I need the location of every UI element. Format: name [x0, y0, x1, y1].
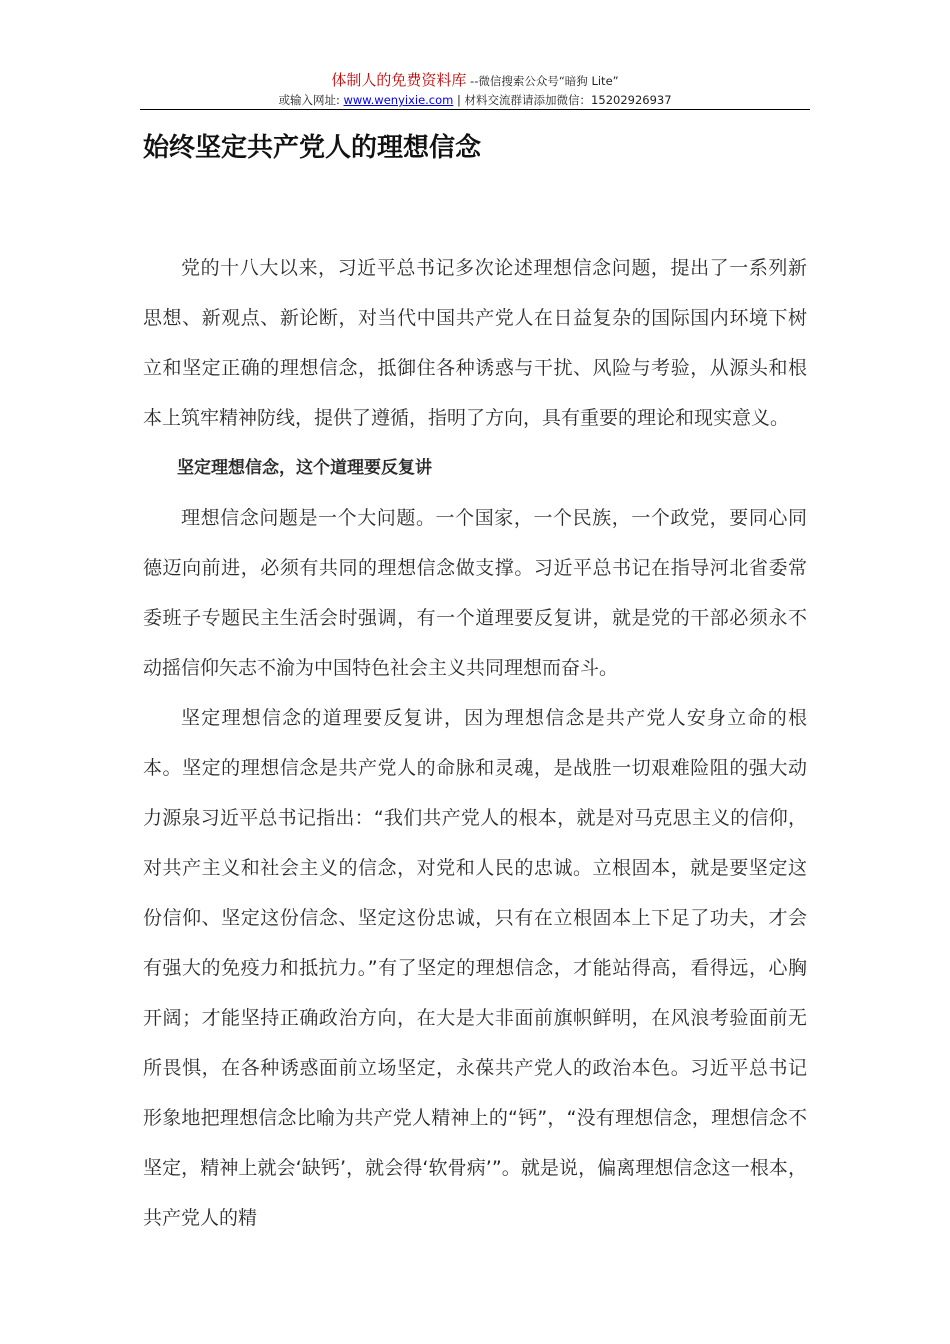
section-heading: 坚定理想信念，这个道理要反复讲	[177, 458, 432, 478]
paragraph: 党的十八大以来，习近平总书记多次论述理想信念问题，提出了一系列新思想、新观点、新论断，对当代中国共产党人在日益复杂的国际国内环境下树立和坚定正确的理想信念，抵御住各种诱惑与干扰、风险与考验，从源头和根本上筑牢精神防线，提供了遵循，指明了方向，具有重要的理论和现实意义。	[143, 257, 807, 429]
header-slogan: --微信搜索公众号“暗狗 Lite”	[466, 74, 619, 88]
url-prefix: 或输入网址:	[278, 93, 344, 107]
page-header	[140, 71, 810, 108]
article-body	[143, 243, 807, 1243]
paragraph: 坚定理想信念的道理要反复讲，因为理想信念是共产党人安身立命的根本。坚定的理想信念是共产党人的命脉和灵魂，是战胜一切艰难险阻的强大动力源泉习近平总书记指出：“我们共产党人的根本，就是对马克思主义的信仰，对共产主义和社会主义的信念，对党和人民的忠诚。立根固本，就是要坚定这份信仰、坚定这份信念、坚定这份忠诚，只有在立根固本上下足了功夫，才会有强大的免疫力和抵抗力。”有了坚定的理想信念，才能站得高，看得远，心胸开阔；才能坚持正确政治方向，在大是大非面前旗帜鲜明，在风浪考验面前无所畏惧，在各种诱惑面前立场坚定，永葆共产党人的政治本色。习近平总书记形象地把理想信念比喻为共产党人精神上的“钙”，“没有理想信念，理想信念不坚定，精神上就会‘缺钙’，就会得‘软骨病’”。就是说，偏离理想信念这一根本，共产党人的精	[143, 707, 807, 1229]
brand-name: 体制人的免费资料库	[331, 71, 467, 89]
header-line-2	[140, 92, 810, 108]
contact-info: | 材料交流群请添加微信：15202926937	[453, 93, 672, 107]
website-link[interactable]: www.wenyixie.com	[343, 93, 454, 107]
header-divider	[140, 109, 810, 110]
header-line-1	[140, 71, 810, 90]
paragraph: 理想信念问题是一个大问题。一个国家，一个民族，一个政党，要同心同德迈向前进，必须有共同的理想信念做支撑。习近平总书记在指导河北省委常委班子专题民主生活会时强调，有一个道理要反复讲，就是党的干部必须永不动摇信仰矢志不渝为中国特色社会主义共同理想而奋斗。	[143, 507, 807, 679]
article-title: 始终坚定共产党人的理想信念	[143, 133, 482, 163]
